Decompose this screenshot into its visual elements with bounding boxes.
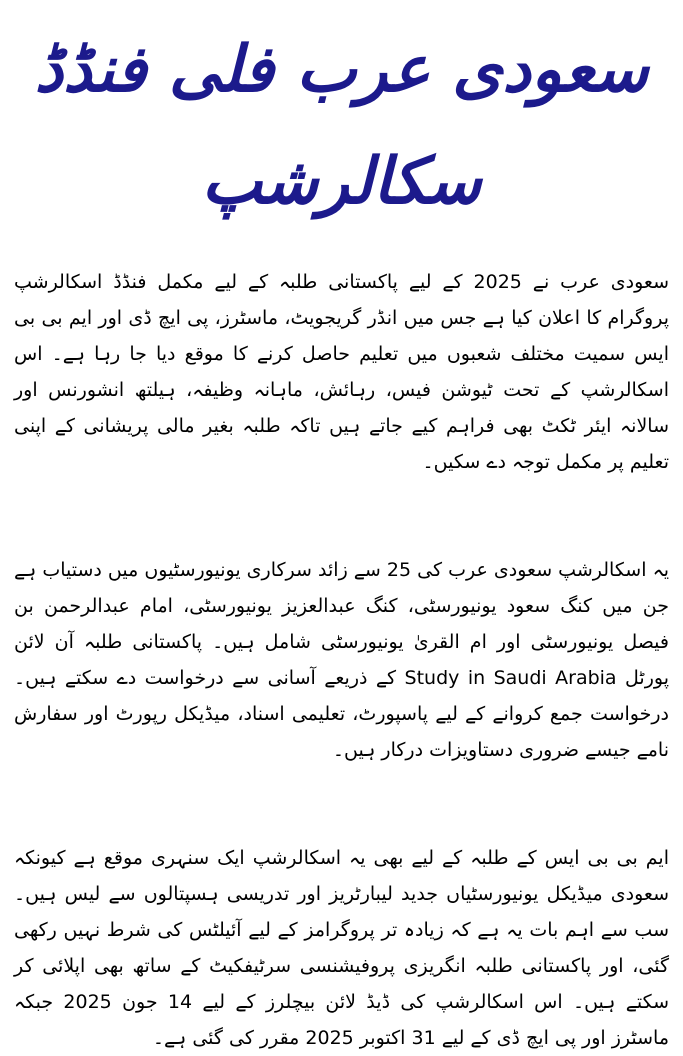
title-line-1: سعودی عرب فلی فنڈڈ: [34, 33, 649, 107]
paragraph-universities: یہ اسکالرشپ سعودی عرب کی 25 سے زائد سرکاری یونیورسٹیوں میں دستیاب ہے جن میں کنگ سعود یونیورسٹی، کنگ عبدالعزیز یونیورسٹی، امام عبدالرحمن بن فیصل یونیورسٹی اور ام القریٰ یونیورسٹی شامل ہیں۔ پاکستانی طلبہ آن لائن پورٹل Study in Saudi Arabia کے ذریعے آسانی سے درخواست دے سکتے ہیں۔ درخواست جمع کروانے کے لیے پاسپورٹ، تعلیمی اسناد، میڈیکل رپورٹ اور سفارش نامے جیسے ضروری دستاویزات درکار ہیں۔: [14, 559, 669, 761]
paragraph-mbbs-deadline: ایم بی بی ایس کے طلبہ کے لیے بھی یہ اسکالرشپ ایک سنہری موقع ہے کیونکہ سعودی میڈیکل یونیورسٹیاں جدید لیبارٹریز اور تدریسی ہسپتالوں سے لیس ہیں۔ سب سے اہم بات یہ ہے کہ زیادہ تر پروگرامز کے لیے آئیلٹس کی شرط نہیں رکھی گئی، اور پاکستانی طلبہ انگریزی پروفیشنسی سرٹیفکیٹ کے ساتھ بھی اپلائی کر سکتے ہیں۔ اس اسکالرشپ کی ڈیڈ لائن بیچلرز کے لیے 14 جون 2025 جبکہ ماسٹرز اور پی ایچ ڈی کے لیے 31 اکتوبر 2025 مقرر کی گئی ہے۔: [14, 847, 669, 1049]
paragraph-overview: سعودی عرب نے 2025 کے لیے پاکستانی طلبہ کے لیے مکمل فنڈڈ اسکالرشپ پروگرام کا اعلان کیا ہے جس میں انڈر گریجویٹ، ماسٹرز، پی ایچ ڈی اور ایم بی بی ایس سمیت مختلف شعبوں میں تعلیم حاصل کرنے کا موقع دیا جا رہا ہے۔ اس اسکالرشپ کے تحت ٹیوشن فیس، رہائش، ماہانہ وظیفہ، ہیلتھ انشورنس اور سالانہ ایئر ٹکٹ بھی فراہم کیے جاتے ہیں تاکہ طلبہ بغیر مالی پریشانی کے اپنی تعلیم پر مکمل توجہ دے سکیں۔: [14, 271, 669, 473]
article-body: [14, 264, 669, 1056]
page-title: [14, 14, 669, 238]
title-line-2: سکالرشپ: [201, 145, 482, 219]
